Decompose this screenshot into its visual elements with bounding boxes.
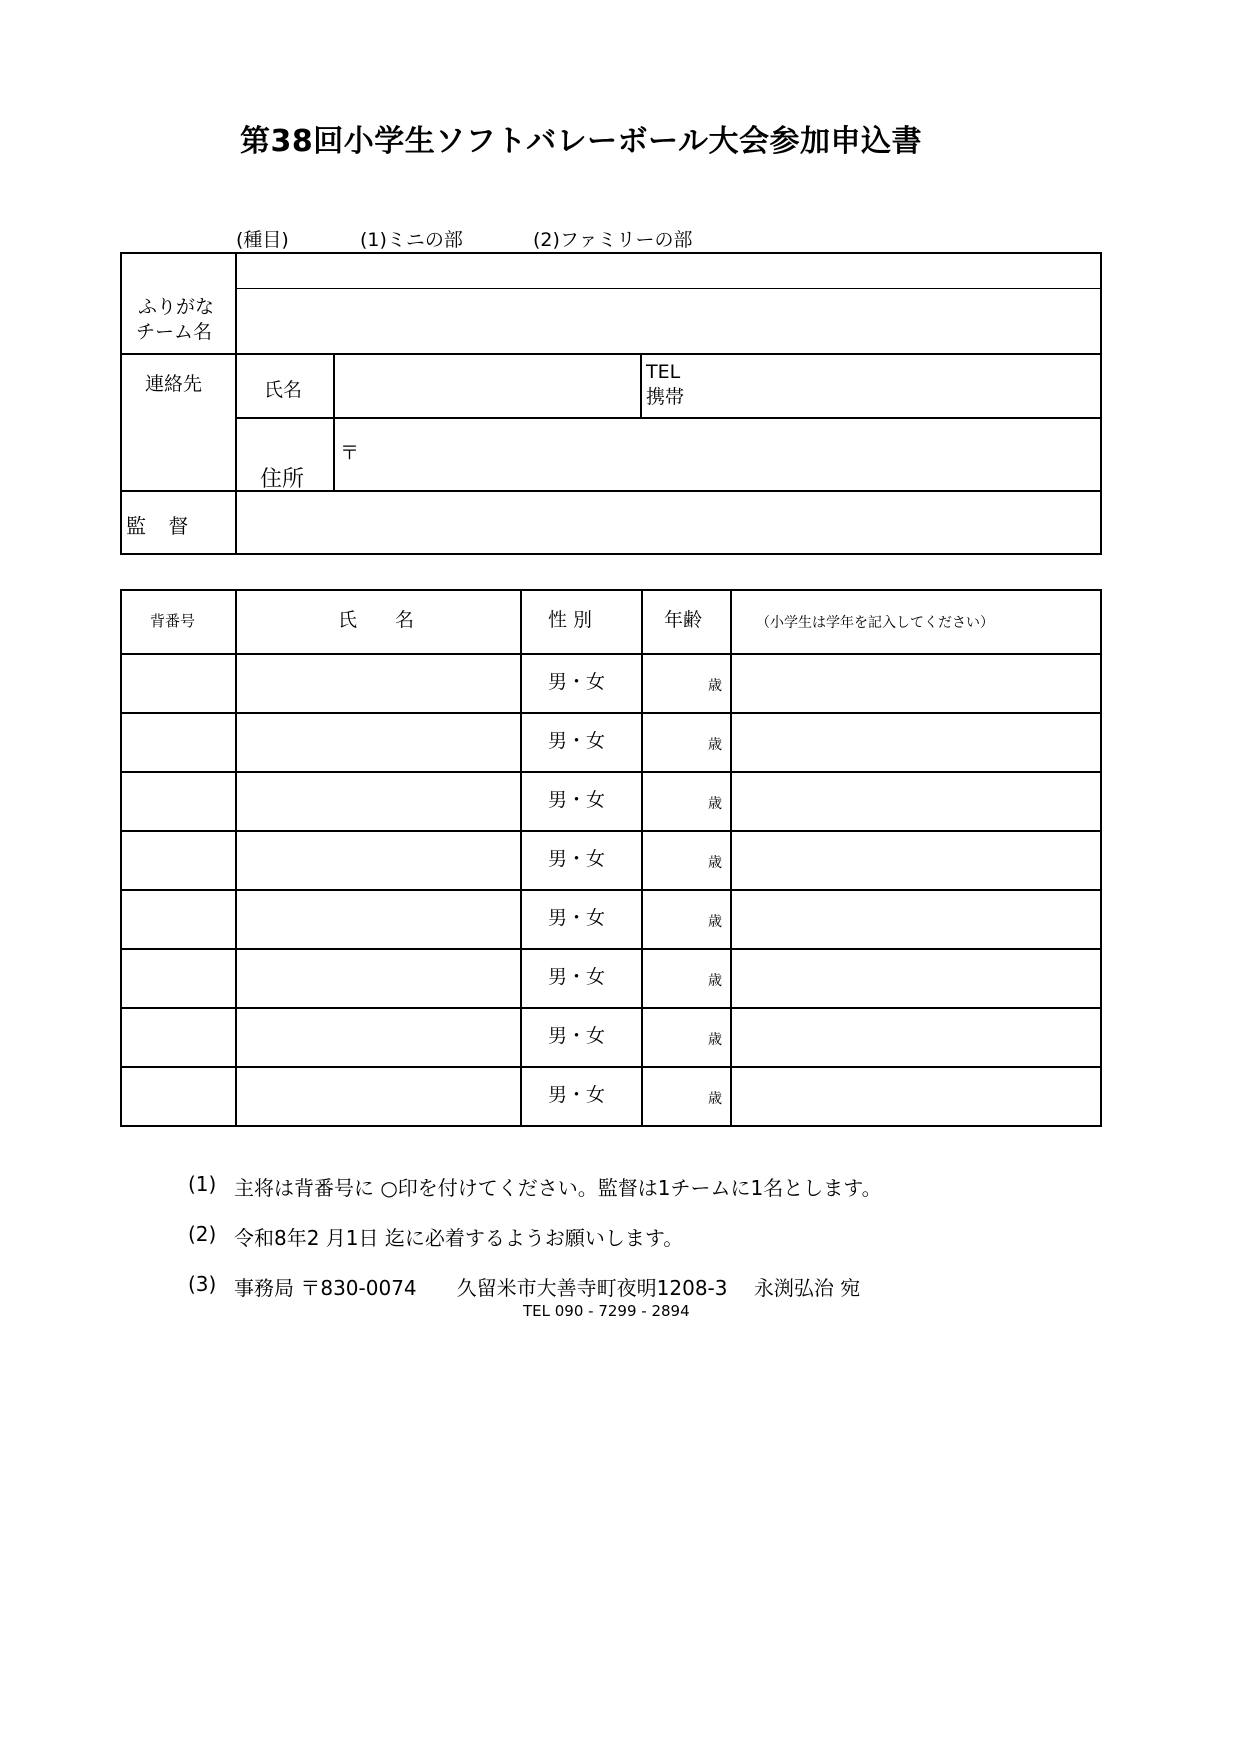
row-age-unit: 歳 bbox=[708, 678, 722, 694]
contact-name-input[interactable] bbox=[336, 356, 638, 415]
note-text: 主将は背番号に ○印を付けてください。監督は1チームに1名とします。 bbox=[234, 1176, 882, 1200]
contact-tel: TEL 090 - 7299 - 2894 bbox=[523, 1302, 690, 1320]
row-gender[interactable]: 男・女 bbox=[548, 789, 606, 811]
row-age-unit: 歳 bbox=[708, 1091, 722, 1107]
row-age-unit: 歳 bbox=[708, 796, 722, 812]
roster-col-2 bbox=[520, 589, 522, 1127]
coach-input[interactable] bbox=[238, 493, 1098, 553]
roster-col-4 bbox=[730, 589, 732, 1127]
furigana-input[interactable] bbox=[238, 256, 1098, 286]
tel-divider bbox=[640, 353, 642, 418]
row-gender[interactable]: 男・女 bbox=[548, 907, 606, 929]
note-number: (1) bbox=[188, 1172, 217, 1196]
roster-row-line bbox=[120, 771, 1102, 773]
row-gender[interactable]: 男・女 bbox=[548, 730, 606, 752]
roster-col-1 bbox=[235, 589, 237, 1127]
row-age-unit: 歳 bbox=[708, 737, 722, 753]
row-age-unit: 歳 bbox=[708, 1032, 722, 1048]
note-number: (2) bbox=[188, 1222, 217, 1246]
furigana-label: ふりがな bbox=[138, 296, 215, 318]
tel-label: TEL bbox=[646, 361, 681, 383]
header-name: 氏 名 bbox=[338, 609, 415, 631]
roster-row-line bbox=[120, 830, 1102, 832]
postal-mark: 〒 bbox=[340, 442, 360, 464]
team-name-input[interactable] bbox=[238, 291, 1098, 351]
row-gender[interactable]: 男・女 bbox=[548, 671, 606, 693]
category-label: (種目) bbox=[236, 229, 289, 251]
row-gender[interactable]: 男・女 bbox=[548, 1025, 606, 1047]
row-age-unit: 歳 bbox=[708, 973, 722, 989]
roster-row-line bbox=[120, 712, 1102, 714]
contact-label-divider bbox=[333, 353, 335, 491]
row-gender[interactable]: 男・女 bbox=[548, 848, 606, 870]
roster-row-line bbox=[120, 1066, 1102, 1068]
header-grade-note: （小学生は学年を記入してください） bbox=[756, 615, 994, 631]
header-age: 年齢 bbox=[664, 609, 703, 631]
row-age-unit: 歳 bbox=[708, 914, 722, 930]
page-title: 第38回小学生ソフトバレーボール大会参加申込書 bbox=[240, 124, 923, 159]
mobile-label: 携帯 bbox=[646, 386, 685, 408]
category-option-mini: (1)ミニの部 bbox=[360, 229, 463, 251]
row-gender[interactable]: 男・女 bbox=[548, 966, 606, 988]
coach-label: 監 督 bbox=[126, 514, 197, 538]
roster-table-border bbox=[120, 589, 1102, 1127]
team-name-label: チーム名 bbox=[136, 321, 213, 343]
header-gender: 性 別 bbox=[548, 609, 593, 631]
category-option-family: (2)ファミリーの部 bbox=[533, 229, 693, 251]
contact-row-divider bbox=[235, 417, 1102, 419]
note-number: (3) bbox=[188, 1272, 217, 1296]
contact-label: 連絡先 bbox=[145, 373, 203, 395]
team-table-col-divider bbox=[235, 252, 237, 555]
roster-col-3 bbox=[641, 589, 643, 1127]
row-gender[interactable]: 男・女 bbox=[548, 1084, 606, 1106]
furigana-divider bbox=[236, 288, 1100, 289]
roster-row-line bbox=[120, 653, 1102, 655]
contact-name-label: 氏名 bbox=[264, 379, 303, 401]
team-name-bottom bbox=[120, 353, 1102, 355]
roster-row-line bbox=[120, 948, 1102, 950]
address-label: 住所 bbox=[260, 467, 305, 492]
address-input[interactable] bbox=[336, 420, 1100, 488]
roster-row-line bbox=[120, 889, 1102, 891]
row-age-unit: 歳 bbox=[708, 855, 722, 871]
header-number: 背番号 bbox=[150, 612, 196, 630]
note-text: 令和8年2 月1日 迄に必着するようお願いします。 bbox=[234, 1226, 684, 1250]
note-text: 事務局 〒830-0074 久留米市大善寺町夜明1208-3 永渕弘治 宛 bbox=[234, 1276, 861, 1300]
roster-row-line bbox=[120, 1007, 1102, 1009]
